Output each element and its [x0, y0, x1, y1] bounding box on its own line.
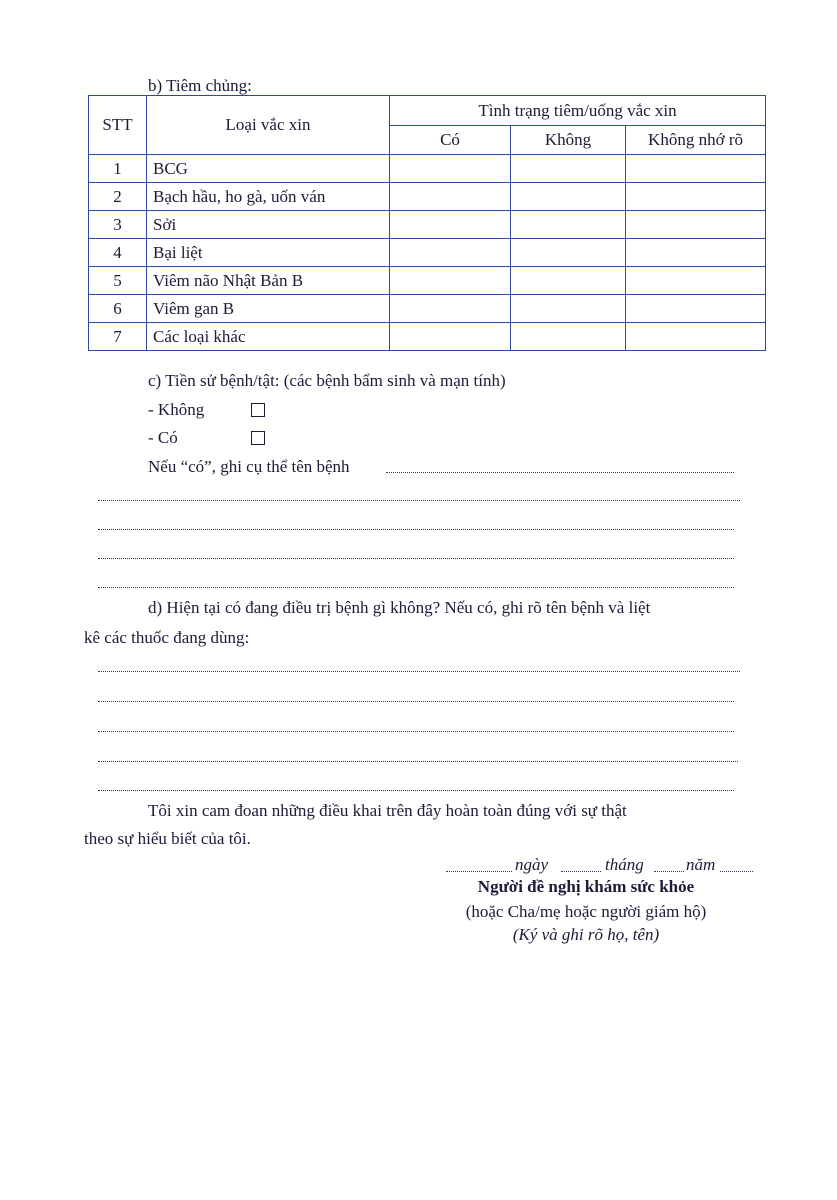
vaccine-table [88, 95, 766, 351]
cell-not-remember[interactable] [626, 295, 766, 323]
header-vaccine-status: Tình trạng tiêm/uống vắc xin [390, 96, 766, 126]
treatment-line[interactable] [98, 731, 734, 732]
treatment-line[interactable] [98, 701, 734, 702]
row-stt: 1 [89, 155, 147, 183]
cell-no[interactable] [511, 155, 626, 183]
disease-detail-prompt: Nếu “có”, ghi cụ thể tên bệnh [148, 457, 350, 476]
declaration-line-1: Tôi xin cam đoan những điều khai trên đây hoàn toàn đúng với sự thật [148, 801, 627, 820]
table-row [89, 211, 766, 239]
treatment-line[interactable] [98, 671, 740, 672]
section-b-title: b) Tiêm chủng: [148, 76, 252, 95]
date-year-value-field[interactable] [720, 871, 753, 872]
cell-yes[interactable] [390, 155, 511, 183]
header-yes: Có [390, 126, 511, 155]
cell-no[interactable] [511, 323, 626, 351]
row-vaccine-name: Các loại khác [147, 323, 390, 351]
cell-no[interactable] [511, 211, 626, 239]
disease-detail-line[interactable] [98, 500, 740, 501]
table-row [89, 183, 766, 211]
row-stt: 3 [89, 211, 147, 239]
disease-detail-line[interactable] [386, 472, 734, 473]
checkbox-no[interactable] [251, 403, 265, 417]
treatment-line[interactable] [98, 761, 738, 762]
cell-no[interactable] [511, 183, 626, 211]
cell-yes[interactable] [390, 323, 511, 351]
cell-yes[interactable] [390, 267, 511, 295]
date-day-field[interactable] [446, 871, 512, 872]
date-year-field[interactable] [654, 871, 684, 872]
row-vaccine-name: Sởi [147, 211, 390, 239]
row-vaccine-name: BCG [147, 155, 390, 183]
row-stt: 5 [89, 267, 147, 295]
section-d-line-2: kê các thuốc đang dùng: [84, 628, 250, 647]
cell-yes[interactable] [390, 211, 511, 239]
disease-detail-line[interactable] [98, 558, 734, 559]
table-row [89, 295, 766, 323]
option-no-label: - Không [148, 400, 205, 419]
date-year-label: năm [686, 855, 716, 874]
table-row [89, 239, 766, 267]
header-vaccine-type: Loại vắc xin [147, 96, 390, 155]
sign-instruction: (Ký và ghi rõ họ, tên) [512, 925, 660, 944]
cell-yes[interactable] [390, 295, 511, 323]
table-header-row [89, 96, 766, 126]
checkbox-yes[interactable] [251, 431, 265, 445]
declaration-line-2: theo sự hiểu biết của tôi. [84, 829, 251, 848]
cell-no[interactable] [511, 295, 626, 323]
option-yes-label: - Có [148, 428, 178, 447]
row-vaccine-name: Bại liệt [147, 239, 390, 267]
section-c-title: c) Tiền sử bệnh/tật: (các bệnh bẩm sinh và mạn tính) [148, 371, 506, 390]
row-stt: 4 [89, 239, 147, 267]
date-month-field[interactable] [561, 871, 601, 872]
date-day-label: ngày [515, 855, 549, 874]
row-stt: 2 [89, 183, 147, 211]
cell-not-remember[interactable] [626, 267, 766, 295]
table-row [89, 267, 766, 295]
header-stt: STT [89, 96, 147, 155]
row-vaccine-name: Viêm gan B [147, 295, 390, 323]
row-vaccine-name: Bạch hầu, ho gà, uốn ván [147, 183, 390, 211]
cell-not-remember[interactable] [626, 155, 766, 183]
cell-not-remember[interactable] [626, 211, 766, 239]
header-not-remember: Không nhớ rõ [626, 126, 766, 155]
cell-no[interactable] [511, 239, 626, 267]
date-month-label: tháng [605, 855, 644, 874]
requester-title: Người đề nghị khám sức khỏe [477, 877, 695, 896]
cell-yes[interactable] [390, 183, 511, 211]
row-stt: 6 [89, 295, 147, 323]
table-row [89, 323, 766, 351]
row-vaccine-name: Viêm não Nhật Bản B [147, 267, 390, 295]
disease-detail-line[interactable] [98, 529, 734, 530]
row-stt: 7 [89, 323, 147, 351]
cell-yes[interactable] [390, 239, 511, 267]
treatment-line[interactable] [98, 790, 734, 791]
disease-detail-line[interactable] [98, 587, 734, 588]
section-d-line-1: d) Hiện tại có đang điều trị bệnh gì không? Nếu có, ghi rõ tên bệnh và liệt [148, 598, 651, 617]
cell-not-remember[interactable] [626, 323, 766, 351]
cell-not-remember[interactable] [626, 183, 766, 211]
header-no: Không [511, 126, 626, 155]
guardian-note: (hoặc Cha/mẹ hoặc người giám hộ) [465, 902, 707, 921]
table-row [89, 155, 766, 183]
cell-no[interactable] [511, 267, 626, 295]
cell-not-remember[interactable] [626, 239, 766, 267]
